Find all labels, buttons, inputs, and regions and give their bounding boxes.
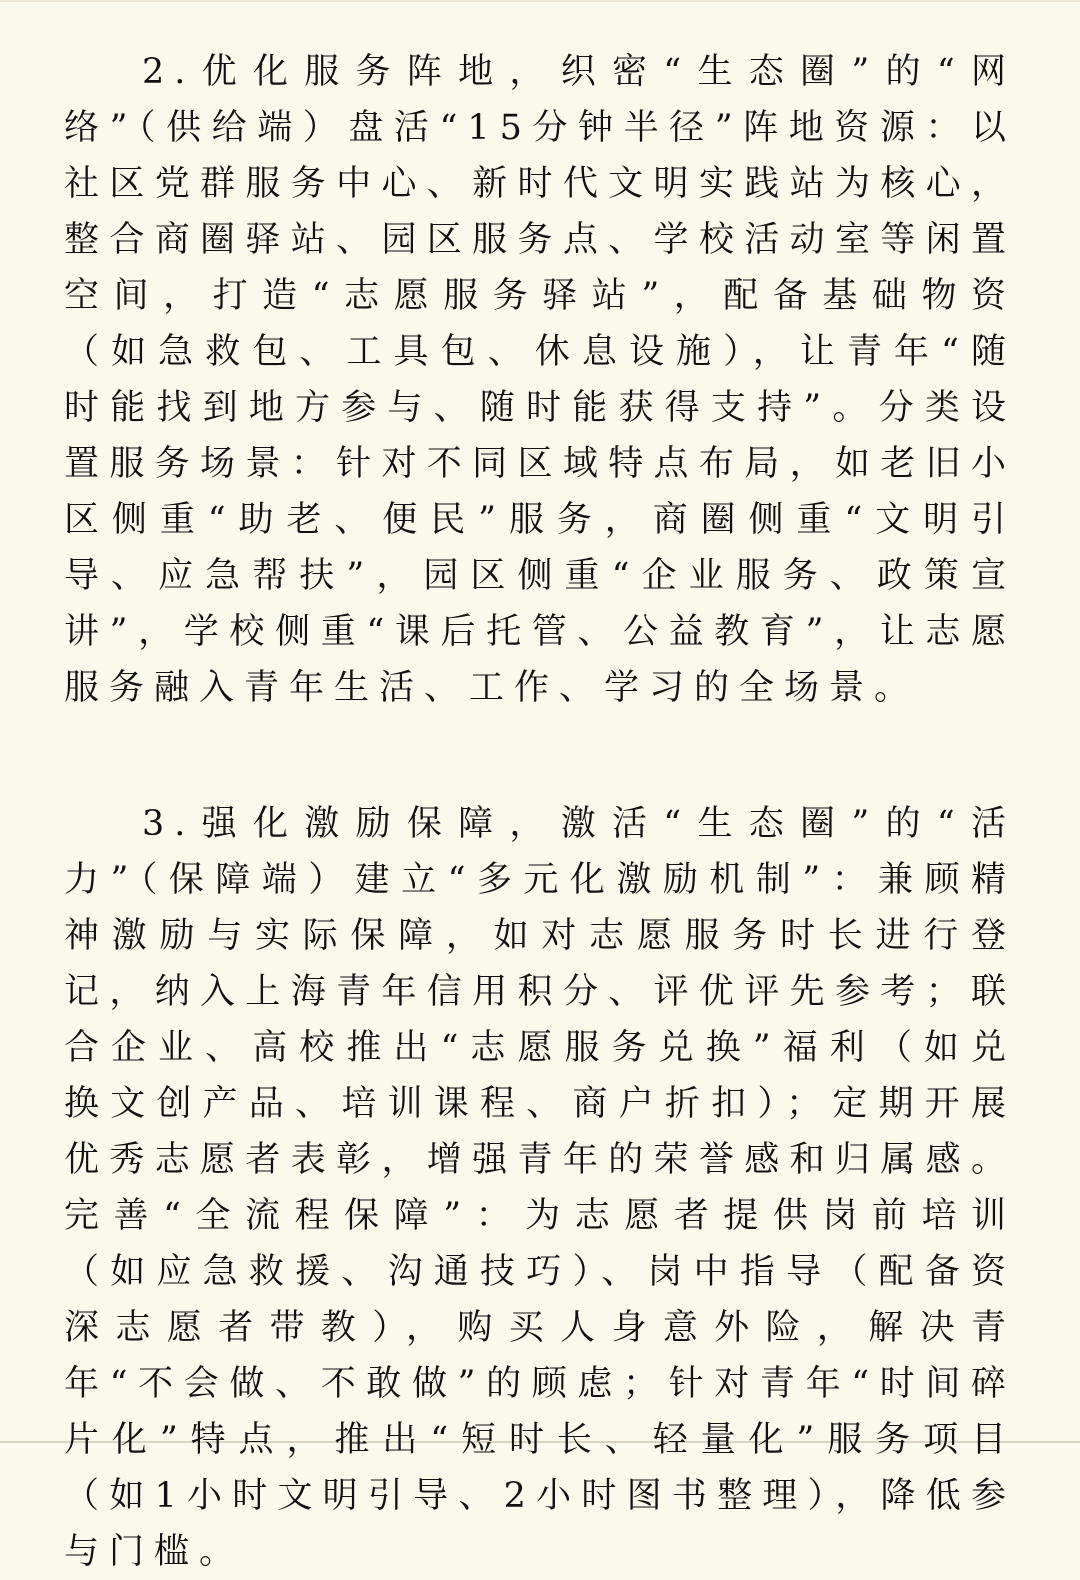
document-content [64,44,1016,1580]
paragraph-strengthen-incentives: 3.强化激励保障，激活“生态圈”的“活力”（保障端）建立“多元化激励机制”：兼顾精神激励与实际保障，如对志愿服务时长进行登记，纳入上海青年信用积分、评优评先参考；联合企业、高校推出“志愿服务兑换”福利（如兑换文创产品、培训课程、商户折扣）；定期开展优秀志愿者表彰，增强青年的荣誉感和归属感。完善“全流程保障”：为志愿者提供岗前培训（如应急救援、沟通技巧）、岗中指导（配备资深志愿者带教），购买人身意外险，解决青年“不会做、不敢做”的顾虑；针对青年“时间碎片化”特点，推出“短时长、轻量化”服务项目（如1小时文明引导、2小时图书整理），降低参与门槛。 [64,804,1016,1572]
paragraph-optimize-service-base: 2.优化服务阵地，织密“生态圈”的“网络”（供给端）盘活“15分钟半径”阵地资源：以社区党群服务中心、新时代文明实践站为核心，整合商圈驿站、园区服务点、学校活动室等闲置空间，打造“志愿服务驿站”，配备基础物资（如急救包、工具包、休息设施），让青年“随时能找到地方参与、随时能获得支持”。分类设置服务场景：针对不同区域特点布局，如老旧小区侧重“助老、便民”服务，商圈侧重“文明引导、应急帮扶”，园区侧重“企业服务、政策宣讲”，学校侧重“课后托管、公益教育”，让志愿服务融入青年生活、工作、学习的全场景。 [64,52,1016,708]
